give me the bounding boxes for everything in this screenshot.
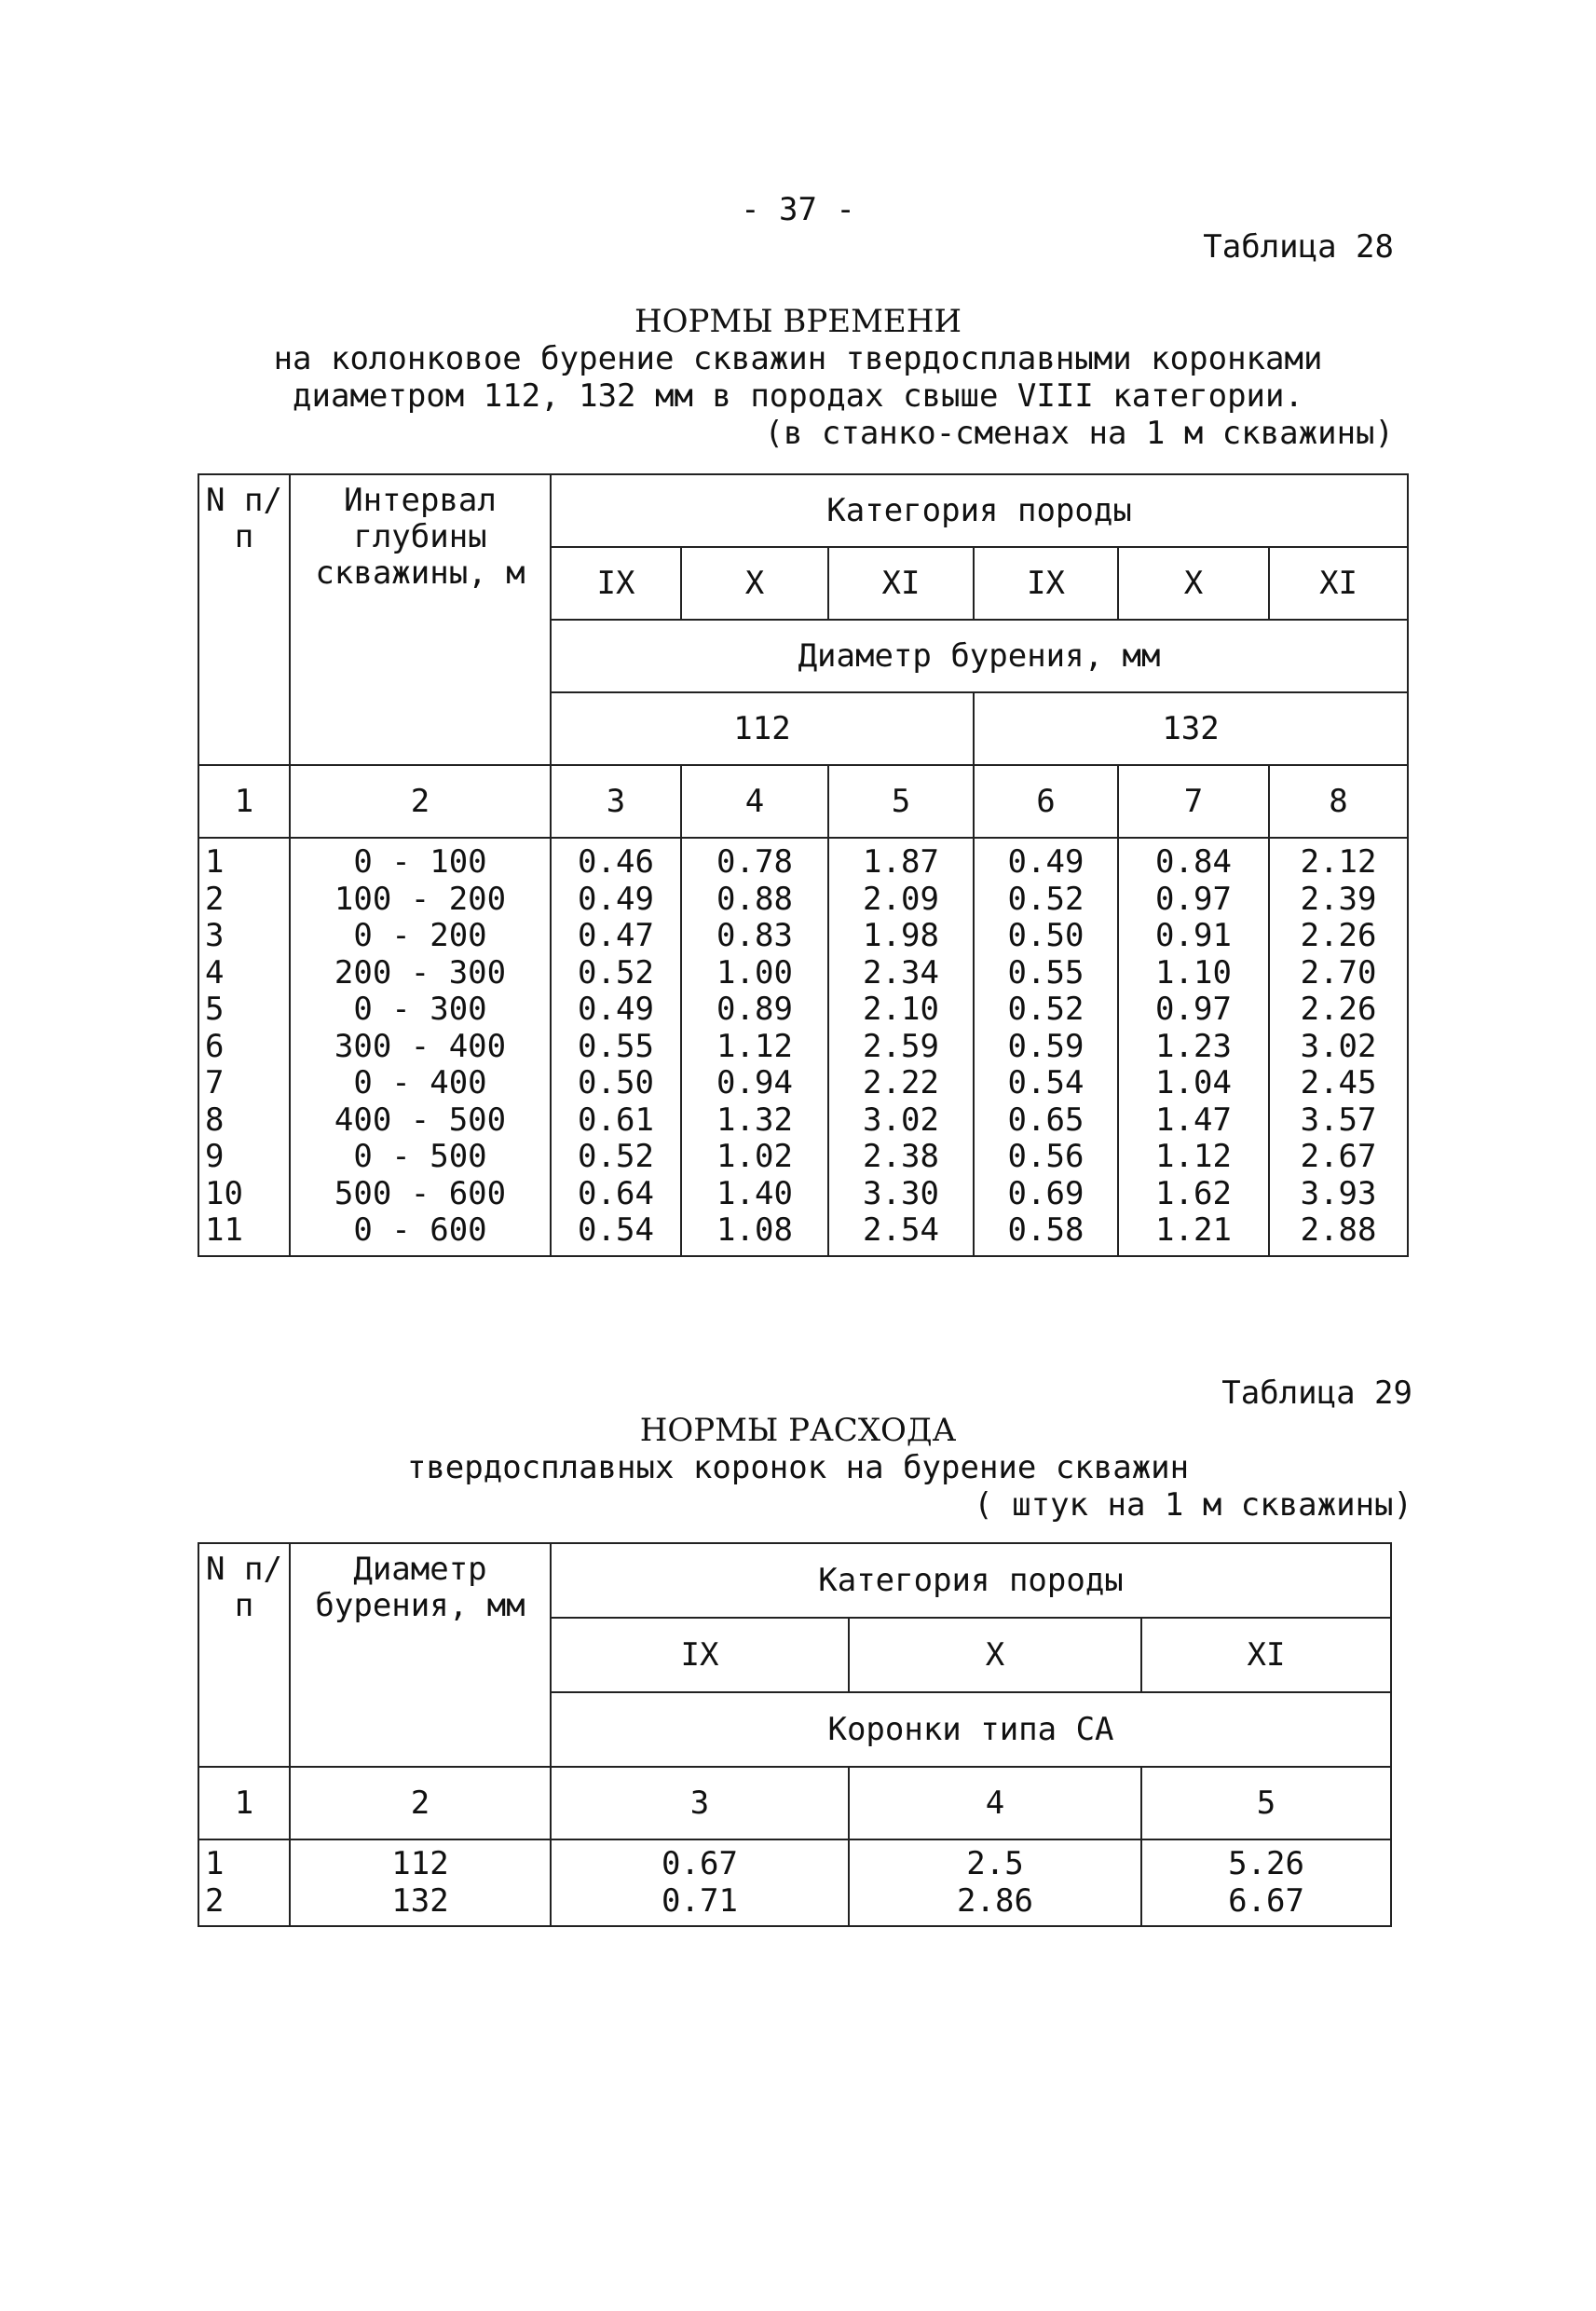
table-cell: 2.86: [849, 1883, 1141, 1927]
table-cell: 0.97: [1118, 991, 1269, 1029]
table-29-title: [0, 1412, 1596, 1486]
table-29: [198, 1542, 1392, 1927]
table-cell: 3.93: [1269, 1176, 1408, 1213]
table-28-heading: НОРМЫ ВРЕМЕНИ: [634, 303, 962, 340]
table-cell: 2.10: [828, 991, 974, 1029]
header-category-ix: IX: [974, 547, 1118, 620]
table-cell: 0.49: [551, 991, 681, 1029]
header-category: Категория породы: [551, 1543, 1391, 1618]
header-diameter-132: 132: [974, 692, 1408, 765]
table-cell: 300 - 400: [290, 1029, 551, 1066]
table-29-subtitle: твердосплавных коронок на бурение скважин: [406, 1449, 1190, 1486]
table-cell: 0.58: [974, 1212, 1118, 1256]
table-28: [198, 473, 1409, 1257]
header-diameter: Диаметр бурения, мм: [551, 620, 1408, 692]
row-number-cell: 5: [198, 991, 290, 1029]
table-cell: 200 - 300: [290, 955, 551, 992]
table-cell: 0.67: [551, 1839, 849, 1883]
header-category-xi: XI: [828, 547, 974, 620]
table-row: [198, 991, 1408, 1029]
table-cell: 2.26: [1269, 918, 1408, 955]
table-cell: 1.04: [1118, 1065, 1269, 1102]
header-category-ix: IX: [551, 547, 681, 620]
table-28-label: Таблица 28: [1203, 228, 1394, 266]
table-28-units: (в станко-сменах на 1 м скважины): [764, 415, 1394, 452]
table-cell: 1.08: [681, 1212, 828, 1256]
table-cell: 2.54: [828, 1212, 974, 1256]
table-cell: 500 - 600: [290, 1176, 551, 1213]
table-cell: 0.65: [974, 1102, 1118, 1140]
table-cell: 3.57: [1269, 1102, 1408, 1140]
table-cell: 0.59: [974, 1029, 1118, 1066]
table-cell: 0.89: [681, 991, 828, 1029]
table-28-title: [0, 303, 1596, 415]
table-cell: 2.12: [1269, 838, 1408, 882]
table-row: [198, 1839, 1391, 1883]
table-cell: 2.39: [1269, 882, 1408, 919]
col-number: 5: [1141, 1767, 1391, 1839]
table-cell: 132: [290, 1883, 551, 1927]
table-cell: 0.56: [974, 1139, 1118, 1176]
table-29-units: ( штук на 1 м скважины): [974, 1486, 1412, 1524]
table-row: [198, 1139, 1408, 1176]
table-row: [198, 1029, 1408, 1066]
header-diameter: Диаметр бурения, мм: [290, 1543, 551, 1767]
row-number-cell: 2: [198, 1883, 290, 1927]
table-cell: 1.00: [681, 955, 828, 992]
header-num: N п/п: [198, 474, 290, 765]
table-cell: 2.34: [828, 955, 974, 992]
row-number-cell: 7: [198, 1065, 290, 1102]
table-cell: 0.71: [551, 1883, 849, 1927]
row-number-cell: 9: [198, 1139, 290, 1176]
table-cell: 112: [290, 1839, 551, 1883]
table-cell: 0.78: [681, 838, 828, 882]
row-number-cell: 1: [198, 838, 290, 882]
table-row: [198, 1212, 1408, 1256]
header-interval: Интервал глубины скважины, м: [290, 474, 551, 765]
table-cell: 0.49: [974, 838, 1118, 882]
table-cell: 0.91: [1118, 918, 1269, 955]
table-cell: 0 - 500: [290, 1139, 551, 1176]
table-cell: 0 - 100: [290, 838, 551, 882]
table-row: [198, 882, 1408, 919]
table-cell: 2.38: [828, 1139, 974, 1176]
table-cell: 0.55: [551, 1029, 681, 1066]
row-number-cell: 4: [198, 955, 290, 992]
row-number-cell: 3: [198, 918, 290, 955]
header-category-xi: XI: [1141, 1618, 1391, 1692]
col-number: 6: [974, 765, 1118, 838]
table-cell: 3.30: [828, 1176, 974, 1213]
header-category-ix: IX: [551, 1618, 849, 1692]
table-cell: 0.52: [974, 991, 1118, 1029]
table-cell: 1.21: [1118, 1212, 1269, 1256]
table-cell: 100 - 200: [290, 882, 551, 919]
row-number-cell: 1: [198, 1839, 290, 1883]
table-cell: 0.97: [1118, 882, 1269, 919]
row-number-cell: 10: [198, 1176, 290, 1213]
col-number: 2: [290, 765, 551, 838]
table-cell: 2.26: [1269, 991, 1408, 1029]
table-cell: 2.88: [1269, 1212, 1408, 1256]
table-28-subtitle-line1: на колонковое бурение скважин твердосплавными коронками: [273, 340, 1323, 377]
table-28-subtitle-line2: диаметром 112, 132 мм в породах свыше VIII категории.: [293, 377, 1303, 415]
table-cell: 1.87: [828, 838, 974, 882]
header-category: Категория породы: [551, 474, 1408, 547]
col-number: 1: [198, 1767, 290, 1839]
table-cell: 0.88: [681, 882, 828, 919]
table-cell: 0.64: [551, 1176, 681, 1213]
table-cell: 2.67: [1269, 1139, 1408, 1176]
table-cell: 0.52: [551, 1139, 681, 1176]
table-cell: 400 - 500: [290, 1102, 551, 1140]
table-cell: 1.12: [1118, 1139, 1269, 1176]
column-numbers-row: [198, 1767, 1391, 1839]
table-cell: 2.5: [849, 1839, 1141, 1883]
col-number: 7: [1118, 765, 1269, 838]
table-cell: 1.40: [681, 1176, 828, 1213]
table-cell: 0.52: [974, 882, 1118, 919]
table-cell: 1.10: [1118, 955, 1269, 992]
table-cell: 3.02: [828, 1102, 974, 1140]
table-cell: 0.54: [551, 1212, 681, 1256]
header-category-xi: XI: [1269, 547, 1408, 620]
table-cell: 1.02: [681, 1139, 828, 1176]
table-cell: 2.59: [828, 1029, 974, 1066]
col-number: 4: [681, 765, 828, 838]
table-cell: 2.22: [828, 1065, 974, 1102]
table-cell: 1.47: [1118, 1102, 1269, 1140]
table-cell: 3.02: [1269, 1029, 1408, 1066]
table-row: [198, 1883, 1391, 1927]
table-cell: 0 - 400: [290, 1065, 551, 1102]
header-category-x: X: [849, 1618, 1141, 1692]
row-number-cell: 8: [198, 1102, 290, 1140]
col-number: 5: [828, 765, 974, 838]
table-cell: 0.46: [551, 838, 681, 882]
table-cell: 0.54: [974, 1065, 1118, 1102]
table-cell: 0.84: [1118, 838, 1269, 882]
row-number-cell: 11: [198, 1212, 290, 1256]
table-cell: 2.70: [1269, 955, 1408, 992]
header-diameter-112: 112: [551, 692, 974, 765]
table-cell: 0.55: [974, 955, 1118, 992]
table-cell: 2.09: [828, 882, 974, 919]
header-crown-type: Коронки типа СА: [551, 1692, 1391, 1767]
table-cell: 0.50: [974, 918, 1118, 955]
table-cell: 2.45: [1269, 1065, 1408, 1102]
table-cell: 0 - 300: [290, 991, 551, 1029]
table-row: [198, 918, 1408, 955]
header-category-x: X: [681, 547, 828, 620]
row-number-cell: 6: [198, 1029, 290, 1066]
table-cell: 0.94: [681, 1065, 828, 1102]
table-cell: 0.52: [551, 955, 681, 992]
table-row: [198, 955, 1408, 992]
table-row: [198, 1176, 1408, 1213]
table-cell: 0.50: [551, 1065, 681, 1102]
col-number: 4: [849, 1767, 1141, 1839]
table-cell: 0.83: [681, 918, 828, 955]
table-cell: 1.32: [681, 1102, 828, 1140]
table-cell: 1.62: [1118, 1176, 1269, 1213]
table-cell: 1.23: [1118, 1029, 1269, 1066]
page-number: - 37 -: [741, 191, 855, 228]
table-cell: 0.69: [974, 1176, 1118, 1213]
table-row: [198, 838, 1408, 882]
table-row: [198, 1102, 1408, 1140]
header-num: N п/п: [198, 1543, 290, 1767]
table-cell: 0.49: [551, 882, 681, 919]
row-number-cell: 2: [198, 882, 290, 919]
col-number: 8: [1269, 765, 1408, 838]
table-cell: 0.61: [551, 1102, 681, 1140]
table-cell: 6.67: [1141, 1883, 1391, 1927]
col-number: 3: [551, 1767, 849, 1839]
table-cell: 1.12: [681, 1029, 828, 1066]
table-cell: 0 - 200: [290, 918, 551, 955]
column-numbers-row: [198, 765, 1408, 838]
col-number: 2: [290, 1767, 551, 1839]
table-29-label: Таблица 29: [1221, 1374, 1412, 1412]
col-number: 1: [198, 765, 290, 838]
col-number: 3: [551, 765, 681, 838]
table-cell: 0 - 600: [290, 1212, 551, 1256]
table-cell: 0.47: [551, 918, 681, 955]
table-row: [198, 1065, 1408, 1102]
table-cell: 5.26: [1141, 1839, 1391, 1883]
table-29-heading: НОРМЫ РАСХОДА: [639, 1412, 957, 1449]
table-cell: 1.98: [828, 918, 974, 955]
header-category-x: X: [1118, 547, 1269, 620]
